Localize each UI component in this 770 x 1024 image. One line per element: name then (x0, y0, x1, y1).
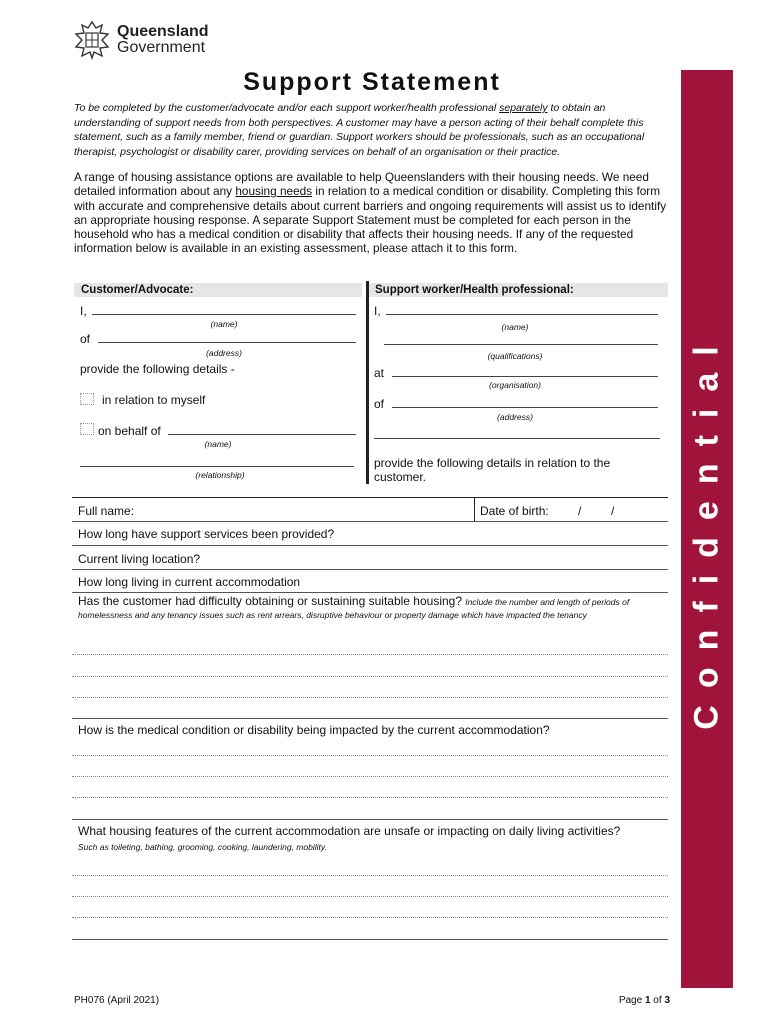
details-rule-4 (72, 592, 668, 593)
answer-line[interactable] (72, 917, 668, 918)
worker-address-caption: (address) (497, 412, 533, 422)
worker-name-caption: (name) (501, 322, 529, 332)
intro-instructions (74, 101, 672, 159)
form-code: PH076 (April 2021) (74, 995, 160, 1006)
details-rule-6 (72, 819, 668, 820)
behalf-checkbox[interactable] (80, 423, 94, 435)
dob-divider (474, 497, 475, 521)
answer-line[interactable] (72, 875, 668, 876)
dob-label: Date of birth: (480, 504, 549, 518)
behalf-name-caption: (name) (204, 439, 232, 449)
customer-name-field[interactable] (92, 314, 356, 315)
para-text-underlined: housing needs (235, 184, 313, 199)
myself-checkbox[interactable] (80, 393, 94, 405)
intro-text-a: To be completed by the customer/advocate and/or each support worker/health professional (74, 102, 500, 114)
q-difficulty: Has the customer had difficulty obtaining or sustaining suitable housing? (78, 594, 463, 608)
answer-line[interactable] (72, 797, 668, 798)
para-text-b: in relation to a medical condition or disability. Completing this form with accurate and comprehensive details about current barriers and ongoing requirements will assist us to identify an appropriate housing response. A separate Support Statement must be completed for each person in the household who has a medical condition or disability that affects their housing needs. If any of the requested information below is available in an existing assessment, please attach it to this form. (74, 184, 667, 256)
customer-address-field[interactable] (98, 342, 356, 343)
answer-line[interactable] (72, 896, 668, 897)
full-name-label: Full name: (78, 504, 135, 518)
customer-provide-label: provide the following details - (80, 362, 235, 376)
customer-heading: Customer/Advocate: (74, 283, 362, 297)
worker-i-label: I, (374, 304, 381, 318)
details-rule-5 (72, 718, 668, 719)
logo-line1: Queensland (117, 23, 209, 40)
q-location: Current living location? (78, 552, 201, 566)
worker-address-field[interactable] (392, 407, 658, 408)
page-current: 1 (644, 995, 651, 1006)
worker-at-label: at (374, 366, 385, 380)
worker-organisation-field[interactable] (392, 376, 658, 377)
details-rule-7 (72, 939, 668, 940)
q-accommodation-period: How long living in current accommodation (78, 575, 301, 589)
worker-heading: Support worker/Health professional: (368, 283, 668, 297)
worker-of-label: of (374, 397, 385, 411)
relationship-caption: (relationship) (195, 470, 245, 480)
answer-line[interactable] (72, 755, 668, 756)
logo-wordmark (117, 24, 209, 56)
customer-name-caption: (name) (210, 319, 238, 329)
details-rule-1 (72, 521, 668, 522)
intro-paragraph (74, 170, 672, 256)
customer-i-label: I, (80, 304, 87, 318)
queensland-crest-icon (72, 20, 112, 60)
worker-organisation-caption: (organisation) (489, 380, 541, 390)
behalf-name-field[interactable] (168, 434, 356, 435)
confidential-label-wrap (681, 70, 733, 988)
page-mid: of (650, 995, 665, 1006)
dob-separator-1: / (578, 504, 582, 518)
details-rule-3 (72, 569, 668, 570)
relationship-field[interactable] (80, 466, 354, 467)
logo-line2: Government (117, 39, 206, 56)
q-difficulty-block (78, 595, 666, 622)
page-title: Support Statement (243, 68, 501, 96)
para-text-a: A range of housing assistance options are available to help Queenslanders with their housing needs. We need detailed information about any (74, 170, 649, 199)
answer-line[interactable] (72, 676, 668, 677)
worker-provide-label: provide the following details in relation to the customer. (374, 456, 611, 484)
behalf-label: on behalf of (98, 424, 161, 438)
column-divider (366, 281, 369, 484)
answer-line[interactable] (72, 697, 668, 698)
q-support-period: How long have support services been provided? (78, 527, 335, 541)
answer-line[interactable] (72, 654, 668, 655)
customer-address-caption: (address) (206, 348, 242, 358)
worker-qualifications-caption: (qualifications) (487, 351, 543, 361)
answer-line[interactable] (72, 776, 668, 777)
q-difficulty-hint: Include the number and length of periods of homelessness and any tenancy issues such as rent arrears, disruptive behaviour or property damage which have impacted the tenancy (78, 597, 630, 620)
details-rule-2 (72, 545, 668, 546)
worker-qualifications-field[interactable] (384, 344, 658, 345)
details-top-rule (72, 497, 668, 498)
page-number (560, 995, 670, 1006)
q-features: What housing features of the current accommodation are unsafe or impacting on daily living activities? (78, 824, 621, 838)
page-prefix: Page (618, 995, 645, 1006)
worker-address-line2-field[interactable] (374, 438, 660, 439)
confidential-label: Confidential (687, 328, 726, 730)
worker-name-field[interactable] (386, 314, 658, 315)
intro-text-b: to obtain an understanding of support needs from both perspectives. A customer may have a person acting of their behalf complete this statement, such as a family member, friend or guardian. Support workers should be professionals, such as an occupational therapist, psychologist or disability carer, providing services on behalf of an organisation or their practice. (74, 102, 645, 158)
dob-separator-2: / (611, 504, 615, 518)
myself-label: in relation to myself (102, 393, 206, 407)
page-total: 3 (664, 995, 670, 1006)
q-impact: How is the medical condition or disability being impacted by the current accommodation? (78, 723, 550, 737)
intro-text-underlined: separately (499, 102, 548, 114)
customer-of-label: of (80, 332, 91, 346)
q-features-hint: Such as toileting, bathing, grooming, cooking, laundering, mobility. (78, 842, 327, 852)
